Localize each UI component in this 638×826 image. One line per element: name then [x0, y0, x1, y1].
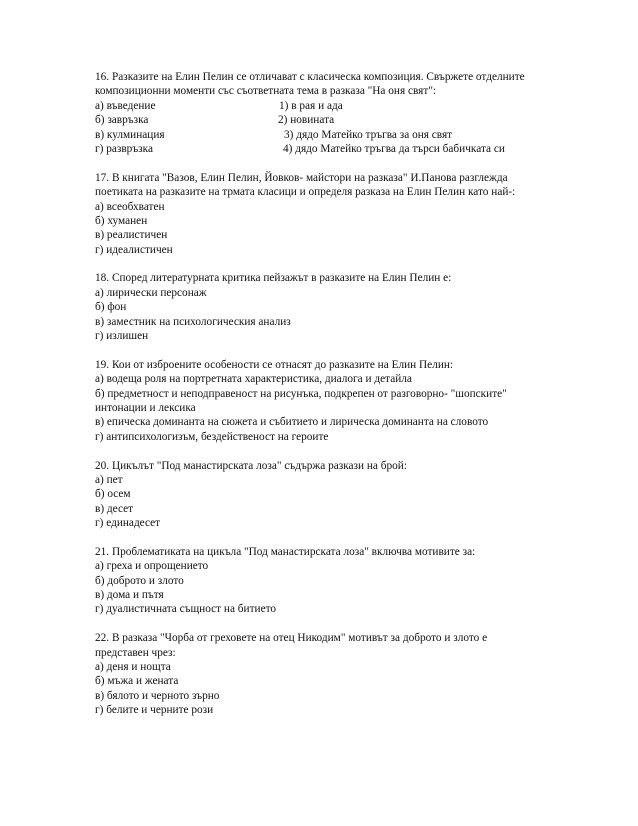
matching-item: 1) в рая и ада — [279, 99, 343, 112]
answer-option: б) фон — [95, 301, 127, 314]
answer-option: г) единадесет — [95, 517, 161, 530]
matching-item: 2) новината — [278, 114, 335, 127]
question-21 — [95, 545, 598, 617]
answer-option: в) дома и пътя — [95, 589, 164, 602]
matching-item: 4) дядо Матейко тръгва да търси бабичката си — [283, 142, 505, 155]
answer-option: б) осем — [95, 488, 131, 501]
answer-option: а) деня и нощта — [95, 661, 171, 674]
answer-option: г) белите и черните рози — [95, 704, 214, 717]
matching-item: 3) дядо Матейко тръгва за оня свят — [284, 128, 453, 141]
question-22 — [95, 631, 598, 717]
answer-option: г) идеалистичен — [95, 243, 173, 256]
question-text: 21. Проблематиката на цикъла "Под манастирската лоза" включва мотивите за: — [95, 545, 476, 558]
question-19 — [95, 358, 598, 444]
answer-option: а) водеща роля на портретната характеристика, диалога и детайла — [95, 373, 412, 386]
question-text: 19. Кои от изброените особености се отнасят до разказите на Елин Пелин: — [95, 358, 454, 371]
question-text: поетиката на разказите на трмата класици и определя разказа на Елин Пелин като най-: — [95, 186, 516, 199]
answer-option: г) развръзка — [95, 142, 153, 155]
question-text: композиционни моменти със съответната тема в разказа "На оня свят": — [95, 85, 437, 98]
answer-option: б) доброто и злото — [95, 574, 184, 587]
question-17 — [95, 171, 598, 257]
question-text: 22. В разказа "Чорба от греховете на отец Никодим" мотивът за доброто и злото е — [95, 632, 488, 645]
answer-option: в) десет — [95, 502, 134, 515]
answer-option: в) реалистичен — [95, 229, 168, 242]
question-text: 16. Разказите на Елин Пелин се отличават с класическа композиция. Свържете отделните — [95, 71, 525, 83]
question-text: 17. В книгата "Вазов, Елин Пелин, Йовков- майстори на разказа" И.Панова разглежда — [95, 171, 508, 184]
answer-option: б) хуманен — [95, 214, 148, 227]
answer-option: в) кулминация — [95, 128, 165, 141]
answer-option: в) заместник на психологическия анализ — [95, 315, 291, 328]
answer-option: а) пет — [95, 473, 123, 486]
answer-option: г) излишен — [95, 330, 149, 343]
matching-row — [95, 113, 598, 127]
answer-option: б) завръзка — [95, 114, 149, 127]
matching-row — [95, 99, 598, 113]
answer-option: интонации и лексика — [95, 401, 196, 414]
answer-option: г) дуалистичната същност на битието — [95, 603, 277, 616]
matching-row — [95, 128, 598, 142]
question-16 — [95, 70, 598, 156]
answer-option: б) мъжа и жената — [95, 675, 179, 688]
question-text: представен чрез: — [95, 646, 176, 659]
question-text: 20. Цикълът "Под манастирската лоза" съдържа разкази на брой: — [95, 459, 407, 472]
question-18 — [95, 271, 598, 343]
question-text: 18. Според литературната критика пейзажът в разказите на Елин Пелин е: — [95, 272, 452, 285]
answer-option: а) лирически персонаж — [95, 286, 207, 299]
answer-option: а) въведение — [95, 99, 156, 112]
answer-option: а) греха и опрощението — [95, 560, 209, 573]
answer-option: в) епическа доминанта на сюжета и събитието и лирическа доминанта на словото — [95, 416, 489, 429]
matching-row — [95, 142, 598, 156]
question-20 — [95, 459, 598, 531]
answer-option: б) предметност и неподправеност на рисунъка, подкрепен от разговорно- "шопските" — [95, 387, 507, 400]
answer-option: г) антипсихологизъм, бездейственост на героите — [95, 430, 329, 443]
answer-option: а) всеобхватен — [95, 200, 165, 213]
answer-option: в) бялото и черното зърно — [95, 689, 220, 702]
